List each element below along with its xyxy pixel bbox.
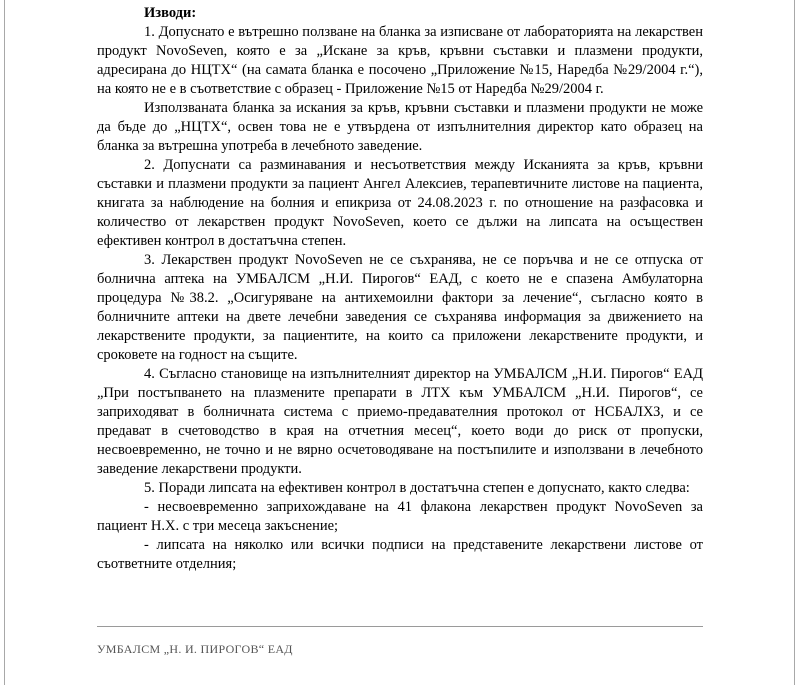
footer-divider [97, 626, 703, 627]
left-border [4, 0, 5, 685]
paragraph-1: 1. Допуснато е вътрешно ползване на бланка за изписване от лабораторията на лекарствен продукт NovoSeven, която е за „Искане за кръв, кръвни съставки и плазмени продукти, адресирана до НЦТХ“ (на самата бланка е посочено „Приложение №15, Наредба №29/2004 г.“), на която не е в съответствие с образец - Приложение №15 от Наредба №29/2004 г. [97, 24, 703, 97]
section-heading: Изводи: [144, 5, 197, 21]
paragraph-5: 5. Поради липсата на ефективен контрол в достатъчна степен е допуснато, както следва: [144, 480, 690, 496]
paragraph-2: 2. Допуснати са разминавания и несъответствия между Исканията за кръв, кръвни съставки и плазмени продукти за пациент Ангел Алексиев, терапевтичните листове на пациента, книгата за наблюдение на болния и епикриза от 24.08.2023 г. по отношение на разфасовка и количество от лекарствен продукт NovoSeven, което се дължи на липсата на осъществен ефективен контрол в достатъчна степен. [97, 157, 703, 249]
document-body [97, 4, 703, 574]
paragraph-1-continued: Използваната бланка за искания за кръв, кръвни съставки и плазмени продукти не може да бъде до „НЦТХ“, освен това не е утвърдена от изпълнителния директор като образец на бланка за вътрешна употреба в лечебното заведение. [97, 100, 703, 154]
paragraph-3: 3. Лекарствен продукт NovoSeven не се съхранява, не се поръчва и не се отпуска от болнична аптека на УМБАЛСМ „Н.И. Пирогов“ ЕАД, с което не е спазена Амбулаторна процедура №38.2. „Осигуряване на антихемоилни фактори за лечение“, съгласно която в болничните аптеки на двете лечебни заведения се съхранява информация за движението на лекарствените продукти, за пациентите, на които са приложени лекарствените продукти, и сроковете на годност на същите. [97, 252, 703, 363]
bullet-item: - липсата на няколко или всички подписи на представените лекарствени листове от съответните отделния; [97, 537, 703, 572]
bullet-item: - несвоевременно заприхождаване на 41 флакона лекарствен продукт NovoSeven за пациент Н.Х. с три месеца закъснение; [97, 499, 703, 534]
right-border [794, 0, 795, 685]
paragraph-4: 4. Съгласно становище на изпълнителният директор на УМБАЛСМ „Н.И. Пирогов“ ЕАД „При постъпването на плазмените препарати в ЛТХ към УМБАЛСМ „Н.И. Пирогов“, се заприходяват в болничната система с приемо-предавателния протокол от НСБАЛХЗ, и се предават в счетоводство в края на отчетния месец“, което води до риск от пропуски, несвоевременно, не точно и не вярно осчетоводяване на постъпилите и използвани в лечебното заведение лекарствени продукти. [97, 366, 703, 477]
page-footer: УМБАЛСМ „Н. И. ПИРОГОВ“ ЕАД [97, 642, 293, 656]
